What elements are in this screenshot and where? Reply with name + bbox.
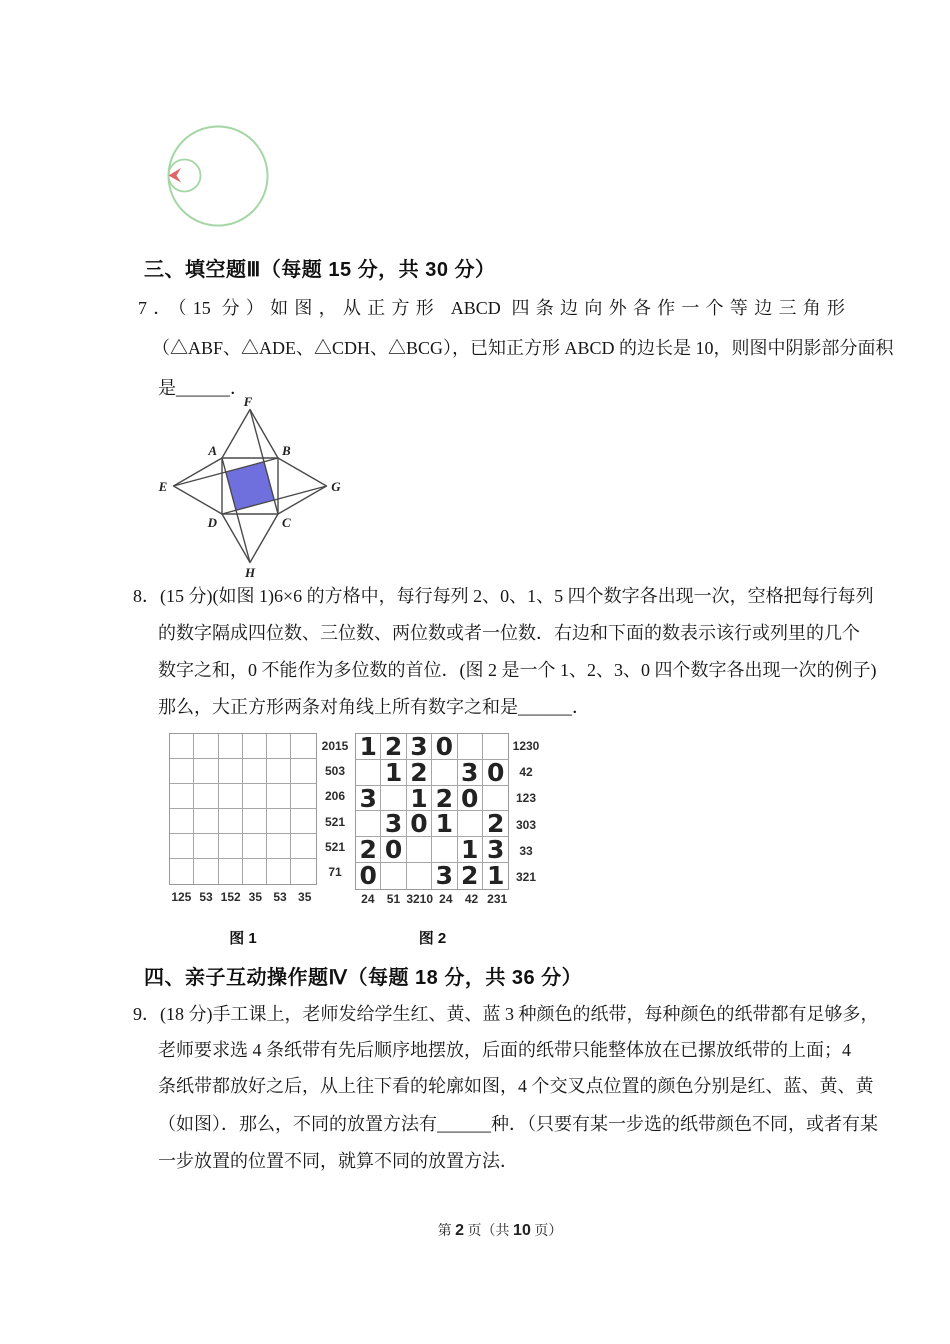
- page-footer: [350, 1220, 650, 1240]
- fig2-cell: [458, 734, 483, 760]
- q9-line-5: 一步放置的位置不同，就算不同的放置方法．: [158, 1151, 518, 1171]
- fig2-row-sums: [508, 733, 544, 890]
- fig2-cell: 2: [458, 863, 483, 889]
- fig2-col-sum: 3210: [406, 892, 434, 906]
- fig1-cell: [243, 734, 267, 759]
- fig1-caption: 图 1: [229, 930, 257, 947]
- fig2-cell: [356, 760, 381, 786]
- triangle-CDH: [222, 514, 278, 563]
- fig1-grid: [169, 733, 317, 885]
- fig2-row-sum: 33: [519, 843, 533, 858]
- fig1-cell: [291, 734, 315, 759]
- fig1-cell: [219, 809, 243, 834]
- fig2-cell: 0: [432, 734, 457, 760]
- fig2-cell: [381, 863, 406, 889]
- fig1-cell: [243, 834, 267, 859]
- fig1-cell: [170, 834, 194, 859]
- q8-line-3: 数字之和，0 不能作为多位数的首位．(图 2 是一个 1、2、3、0 四个数字各出现一次的例子): [158, 660, 877, 680]
- fig2-cell: [483, 786, 508, 812]
- q7-line-2: （△ABF、△ADE、△CDH、△BCG），已知正方形 ABCD 的边长是 10，则图中阴影部分面积: [152, 338, 894, 358]
- label-A: A: [208, 443, 217, 458]
- fig2-cell: 3: [432, 863, 457, 889]
- fig2-cell: 2: [356, 837, 381, 863]
- fig1-cell: [194, 759, 218, 784]
- fig2-cell: 3: [381, 811, 406, 837]
- fig2-cell: 1: [486, 861, 505, 891]
- q8-line-1: 8．(15 分)(如图 1)6×6 的方格中，每行每列 2、0、1、5 四个数字各出现一次，空格把每行每列: [133, 586, 874, 606]
- fig2-col-sum: 24: [361, 892, 375, 906]
- fig1-cell: [170, 859, 194, 884]
- fig2-cell: 1: [432, 811, 457, 837]
- fig2-cell: [407, 863, 432, 889]
- fig2-cell: [458, 811, 483, 837]
- label-H: H: [244, 565, 256, 580]
- fig2-cell: 3: [483, 837, 508, 863]
- large-circle: [169, 127, 268, 226]
- fig2-caption: 图 2: [418, 930, 447, 947]
- fig2-cell: [483, 734, 508, 760]
- q9-line-3: 条纸带都放好之后，从上往下看的轮廓如图，4 个交叉点位置的颜色分别是红、蓝、黄、黄: [158, 1076, 874, 1096]
- fig1-cell: [194, 809, 218, 834]
- tangent-circles-figure: [160, 120, 275, 235]
- fig2-col-sum: 24: [439, 892, 453, 906]
- fig2-row-sum: 303: [515, 817, 537, 832]
- q7-pinwheel-figure: [148, 396, 380, 582]
- label-D: D: [207, 515, 217, 530]
- fig1-col-sum: 125: [171, 890, 192, 904]
- q8-line-4: 那么，大正方形两条对角线上所有数字之和是______．: [158, 697, 590, 717]
- fig1-cell: [194, 834, 218, 859]
- fig2-row-sum: 321: [515, 869, 537, 884]
- fig1-col-sums: [169, 890, 317, 906]
- fig2-grid: [355, 733, 509, 890]
- section-3-title: 三、填空题Ⅲ（每题 15 分，共 30 分）: [144, 259, 496, 281]
- fig1-cell: [170, 734, 194, 759]
- fig1-cell: [267, 784, 291, 809]
- fig1-cell: [243, 759, 267, 784]
- fig1-cell: [267, 809, 291, 834]
- fig2-cell: [432, 760, 457, 786]
- footer-page-number: 2: [455, 1222, 465, 1239]
- q9-line-2: 老师要求选 4 条纸带有先后顺序地摆放，后面的纸带只能整体放在已摞放纸带的上面；4: [158, 1040, 851, 1060]
- q8-line-2: 的数字隔成四位数、三位数、两位数或者一位数．右边和下面的数表示该行或列里的几个: [158, 623, 860, 643]
- q9-line-1: 9．(18 分)手工课上，老师发给学生红、黄、蓝 3 种颜色的纸带，每种颜色的纸带都有足够多，: [133, 1004, 879, 1024]
- shaded-inner-square: [226, 462, 274, 511]
- fig2-cell: 1: [381, 760, 406, 786]
- fig1-cell: [170, 809, 194, 834]
- fig1-col-sum: 53: [273, 890, 287, 904]
- fig1-cell: [267, 859, 291, 884]
- fig1-cell: [243, 859, 267, 884]
- fig2-cell: [356, 811, 381, 837]
- fig2-row-sum: 42: [519, 765, 533, 780]
- fig1-row-sum: 503: [324, 763, 346, 778]
- fig2-cell: 1: [458, 837, 483, 863]
- fig2-cell: 0: [458, 786, 483, 812]
- fig1-cell: [170, 784, 194, 809]
- fig2-cell: 3: [356, 786, 381, 812]
- label-C: C: [282, 515, 291, 530]
- fig1-cell: [267, 834, 291, 859]
- fig2-cell: 0: [483, 760, 508, 786]
- q9-line-4: （如图）．那么，不同的放置方法有______种．（只要有某一步选的纸带颜色不同，或者有某: [158, 1114, 878, 1134]
- label-E: E: [158, 479, 168, 494]
- fig1-cell: [291, 859, 315, 884]
- fig1-cell: [219, 834, 243, 859]
- fig1-cell: [219, 859, 243, 884]
- fig2-cell: 0: [356, 863, 381, 889]
- fig1-row-sum: 71: [328, 865, 342, 880]
- fig2-col-sum: 231: [487, 892, 508, 906]
- fig1-row-sum: 206: [324, 789, 346, 804]
- fig2-cell: 0: [407, 811, 432, 837]
- fig2-cell: [407, 837, 432, 863]
- fig2-cell: 0: [381, 837, 406, 863]
- fig1-cell: [291, 784, 315, 809]
- fig2-cell: [381, 786, 406, 812]
- label-F: F: [243, 396, 253, 409]
- fig2-row-sum: 123: [515, 791, 537, 806]
- triangle-ABF: [222, 410, 278, 459]
- fig2-cell: 2: [381, 734, 406, 760]
- label-B: B: [282, 443, 291, 458]
- fig1-cell: [243, 784, 267, 809]
- footer-mid: 页（共: [464, 1224, 514, 1239]
- fig1-col-sum: 152: [220, 890, 241, 904]
- fig1-row-sum: 521: [324, 814, 346, 829]
- fig1-col-sum: 35: [298, 890, 312, 904]
- tangent-point-mark: [169, 168, 182, 183]
- footer-total-pages: 10: [513, 1222, 531, 1239]
- label-G: G: [331, 479, 341, 494]
- fig1-cell: [219, 759, 243, 784]
- fig1-cell: [267, 734, 291, 759]
- fig2-cell: 3: [458, 760, 483, 786]
- footer-suffix: 页）: [530, 1224, 563, 1239]
- fig2-row-sum: 1230: [512, 739, 540, 754]
- fig2-cell: 2: [432, 786, 457, 812]
- section-4-title: 四、亲子互动操作题Ⅳ（每题 18 分，共 36 分）: [144, 967, 583, 989]
- fig2-col-sum: 51: [386, 892, 401, 906]
- fig1-cell: [219, 784, 243, 809]
- fig2-col-sums: [355, 892, 510, 908]
- fig1-col-sum: 53: [199, 890, 213, 904]
- q7-line-3: 是______．: [158, 378, 248, 398]
- fig1-cell: [291, 834, 315, 859]
- footer-prefix: 第: [437, 1224, 456, 1239]
- q7-line-1: 7．（15 分）如图，从正方形 ABCD 四条边向外各作一个等边三角形: [138, 298, 845, 318]
- fig1-col-sum: 35: [248, 890, 263, 904]
- fig1-row-sum: 2015: [321, 738, 349, 753]
- triangle-ADE: [174, 458, 223, 514]
- fig1-cell: [194, 784, 218, 809]
- fig1-cell: [170, 759, 194, 784]
- fig1-cell: [267, 759, 291, 784]
- fig2-col-sum: 42: [464, 892, 479, 906]
- fig1-cell: [219, 734, 243, 759]
- fig1-cell: [194, 859, 218, 884]
- fig1-row-sums: [317, 733, 353, 885]
- fig2-cell: 3: [407, 734, 432, 760]
- fig2-cell: 1: [407, 786, 432, 812]
- fig2-cell: [432, 837, 457, 863]
- fig2-cell: 1: [356, 734, 381, 760]
- fig1-row-sum: 521: [324, 839, 346, 854]
- fig1-cell: [194, 734, 218, 759]
- fig2-cell: 2: [483, 811, 508, 837]
- fig1-cell: [291, 809, 315, 834]
- fig2-cell: 2: [407, 760, 432, 786]
- fig1-cell: [291, 759, 315, 784]
- fig1-cell: [243, 809, 267, 834]
- triangle-BCG: [278, 458, 327, 514]
